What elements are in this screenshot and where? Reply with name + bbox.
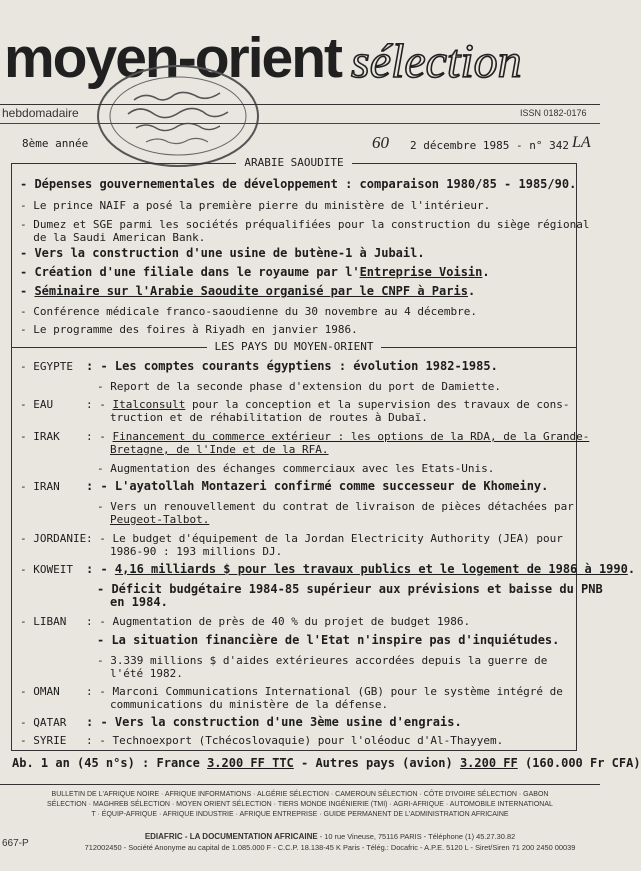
list-item: truction et de réhabilitation de routes à Dubaï. bbox=[110, 411, 428, 424]
list-item: en 1984. bbox=[110, 595, 168, 609]
list-item: - Le prince NAIF a posé la première pierre du ministère de l'intérieur. bbox=[20, 199, 491, 212]
country-label: - IRAN bbox=[20, 480, 60, 493]
item-text: . bbox=[482, 265, 490, 279]
item-underlined: Séminaire sur l'Arabie Saoudite organisé par le CNPF à Paris bbox=[34, 284, 468, 298]
masthead bbox=[4, 26, 522, 90]
country-label: - EAU bbox=[20, 398, 54, 411]
country-label: - QATAR bbox=[20, 716, 67, 729]
footer-rule bbox=[0, 784, 600, 785]
country-label: - LIBAN bbox=[20, 615, 67, 628]
subscription-text: (160.000 Fr CFA) bbox=[517, 756, 641, 770]
list-item: : - Les comptes courants égyptiens : évolution 1982-1985. bbox=[86, 359, 498, 373]
list-item: Bretagne, de l'Inde et de la RFA. bbox=[110, 443, 329, 456]
masthead-brand: moyen-orient bbox=[4, 26, 342, 90]
list-item: : - Vers la construction d'une 3ème usine d'engrais. bbox=[86, 715, 462, 729]
item-underlined: Entreprise Voisin bbox=[359, 265, 483, 279]
list-item: - Déficit budgétaire 1984-85 supérieur aux prévisions et baisse du PNB bbox=[97, 582, 603, 596]
masthead-brand-suffix: sélection bbox=[351, 35, 522, 88]
country-label: - EGYPTE bbox=[20, 360, 73, 373]
publisher-address: - 10 rue Vineuse, 75116 PARIS - Téléphone (1) 45.27.30.82 bbox=[317, 832, 516, 841]
subscription-text: Ab. 1 an (45 n°s) : France bbox=[12, 756, 208, 770]
frequency-label: hebdomadaire bbox=[2, 106, 79, 120]
subscription-line bbox=[12, 756, 641, 770]
list-item bbox=[86, 430, 589, 443]
item-underlined: Italconsult bbox=[112, 398, 186, 411]
publications-list bbox=[0, 790, 600, 820]
list-item: de la Saudi American Bank. bbox=[20, 231, 206, 244]
masthead-rule bbox=[0, 104, 600, 124]
section-title: LES PAYS DU MOYEN-ORIENT bbox=[207, 340, 382, 353]
publisher-name: EDIAFRIC - LA DOCUMENTATION AFRICAINE bbox=[144, 832, 318, 841]
country-label: - KOWEIT bbox=[20, 563, 73, 576]
list-item bbox=[20, 285, 475, 298]
item-text: - bbox=[20, 284, 35, 298]
list-item bbox=[86, 563, 635, 576]
item-text: : - bbox=[86, 430, 113, 443]
publisher-legal: 712002450 - Société Anonyme au capital de 1.085.000 F - C.C.P. 18.138-45 K Paris - Télég.: Docafric - A.P.E. 5120 L - Siret/Siren 71 200 2450 00039 bbox=[84, 843, 576, 852]
item-underlined: 4,16 milliards $ pour les travaux publics et le logement de 1986 à 1990 bbox=[114, 562, 628, 576]
list-item: : - Marconi Communications International (GB) pour le système intégré de bbox=[86, 685, 563, 698]
country-label: - JORDANIE bbox=[20, 532, 87, 545]
list-item: - La situation financière de l'Etat n'inspire pas d'inquiétudes. bbox=[97, 633, 560, 647]
country-label: - OMAN bbox=[20, 685, 60, 698]
price-other: 3.200 FF bbox=[459, 756, 518, 770]
item-text: : - bbox=[86, 398, 113, 411]
list-item: : - L'ayatollah Montazeri confirmé comme successeur de Khomeiny. bbox=[86, 479, 549, 493]
list-item: - Augmentation des échanges commerciaux avec les Etats-Unis. bbox=[97, 462, 495, 475]
item-underlined: Financement du commerce extérieur : les options de la RDA, de la Grande- bbox=[112, 430, 590, 443]
page-number: 667-P bbox=[2, 838, 29, 849]
list-item: l'été 1982. bbox=[110, 667, 183, 680]
list-item bbox=[86, 398, 569, 411]
list-item: : - Le budget d'équipement de la Jordan Electricity Authority (JEA) pour bbox=[86, 532, 563, 545]
price-france: 3.200 FF TTC bbox=[207, 756, 294, 770]
section-title: ARABIE SAOUDITE bbox=[236, 156, 351, 169]
list-item: 1986-90 : 193 millions DJ. bbox=[110, 545, 283, 558]
year-label: 8ème année bbox=[22, 137, 89, 150]
list-item: - Conférence médicale franco-saoudienne du 30 novembre au 4 décembre. bbox=[20, 305, 477, 318]
list-item: - Vers la construction d'une usine de butène-1 à Jubail. bbox=[20, 246, 425, 260]
list-item: : - Technoexport (Tchécoslovaquie) pour l'oléoduc d'Al-Thayyem. bbox=[86, 734, 504, 747]
section-heading-arabie bbox=[11, 156, 577, 170]
item-text: pour la conception et la supervision des travaux de cons- bbox=[185, 398, 570, 411]
list-item: - Dépenses gouvernementales de développement : comparaison 1980/85 - 1985/90. bbox=[20, 177, 577, 191]
list-item: Peugeot-Talbot. bbox=[110, 513, 210, 526]
country-label: - IRAK bbox=[20, 430, 60, 443]
publisher-info bbox=[60, 831, 600, 853]
issn-label: ISSN 0182-0176 bbox=[520, 108, 587, 118]
list-item: - 3.339 millions $ d'aides extérieures accordées depuis la guerre de bbox=[97, 654, 548, 667]
country-label: - SYRIE bbox=[20, 734, 67, 747]
issue-date-number: 2 décembre 1985 - n° 342 bbox=[410, 139, 569, 152]
list-item bbox=[20, 266, 490, 279]
item-text: - Création d'une filiale dans le royaume par l' bbox=[20, 265, 360, 279]
publications-line: BULLETIN DE L'AFRIQUE NOIRE · AFRIQUE INFORMATIONS · ALGÉRIE SÉLECTION · CAMEROUN SÉLECTION · CÔTE D'IVOIRE SÉLECTION · GABON bbox=[51, 791, 549, 798]
publications-line: SÉLECTION · MAGHREB SÉLECTION · MOYEN ORIENT SÉLECTION · TIERS MONDE INGÉNIERIE (TMI) · AGRI-AFRIQUE · AUTOMOBILE INTERNATIONAL bbox=[47, 801, 553, 808]
list-item: - Report de la seconde phase d'extension du port de Damiette. bbox=[97, 380, 501, 393]
item-text: . bbox=[627, 562, 636, 576]
list-item: - Le programme des foires à Riyadh en janvier 1986. bbox=[20, 323, 358, 336]
handwritten-initials: LA bbox=[572, 134, 591, 151]
list-item: - Dumez et SGE parmi les sociétés préqualifiées pour la construction du siège régional bbox=[20, 218, 590, 231]
list-item: - Vers un renouvellement du contrat de livraison de pièces détachées par bbox=[97, 500, 574, 513]
list-item: communications du ministère de la défense. bbox=[110, 698, 389, 711]
handwritten-number: 60 bbox=[372, 133, 389, 152]
subscription-text: - Autres pays (avion) bbox=[293, 756, 460, 770]
item-text: : - bbox=[86, 562, 115, 576]
publications-line: T · ÉQUIP-AFRIQUE · AFRIQUE INDUSTRIE · AFRIQUE ENTREPRISE · GUIDE PERMANENT DE L'ADMINISTRATION AFRICAINE bbox=[91, 811, 509, 818]
section-heading-pays bbox=[11, 340, 577, 354]
list-item: : - Augmentation de près de 40 % du projet de budget 1986. bbox=[86, 615, 471, 628]
item-text: . bbox=[467, 284, 476, 298]
